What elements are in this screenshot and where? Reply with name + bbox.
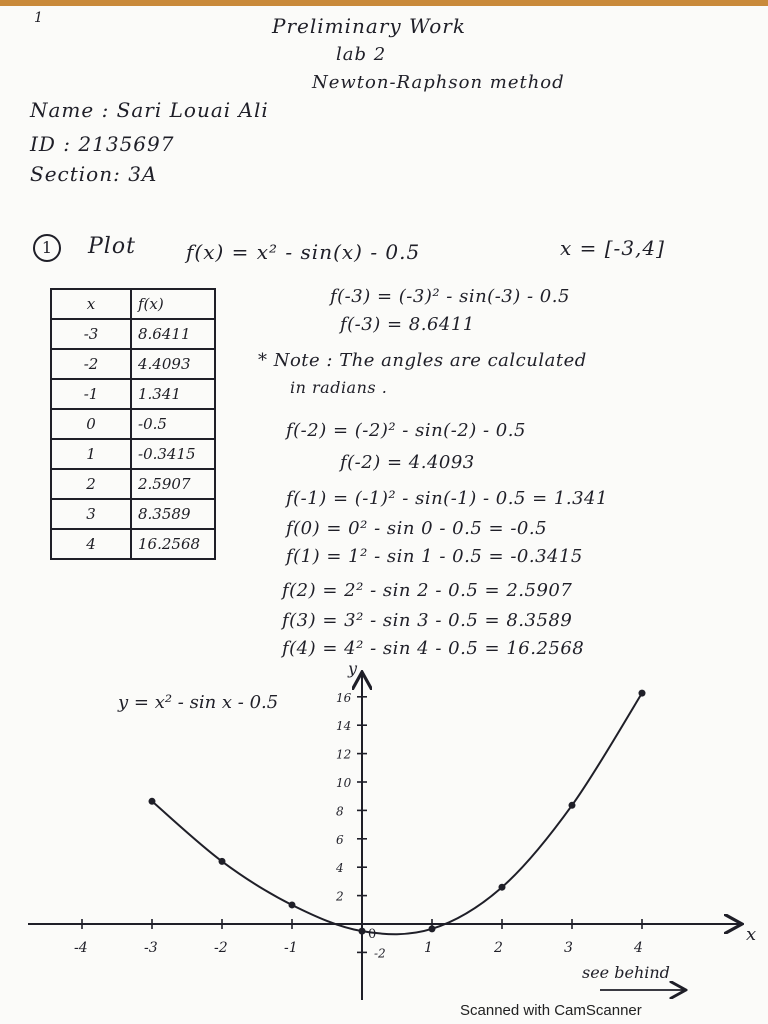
work-line: f(-3) = (-3)² - sin(-3) - 0.5 [330,286,570,307]
table-cell-x: -1 [51,379,131,409]
title-line-1: Preliminary Work [272,14,466,38]
y-tick-label: 14 [336,719,352,734]
work-line: in radians . [290,378,388,397]
x-tick-label: 4 [634,940,643,956]
table-row [51,379,215,409]
table-cell-fx: 2.5907 [131,469,215,499]
work-line: f(-3) = 8.6411 [340,314,475,335]
data-point [359,928,366,935]
y-tick-label: 12 [336,747,352,762]
y-axis-label: y [348,660,358,678]
y-tick-label: 6 [336,832,344,847]
work-line: f(-1) = (-1)² - sin(-1) - 0.5 = 1.341 [286,488,608,509]
task-plot: Plot [88,234,136,259]
table-row [51,439,215,469]
data-point [639,690,646,697]
x-tick-label: 1 [424,940,433,956]
table-cell-x: 3 [51,499,131,529]
table-row [51,409,215,439]
x-tick-label: -1 [284,940,298,956]
table-cell-x: 1 [51,439,131,469]
work-line: f(0) = 0² - sin 0 - 0.5 = -0.5 [286,518,548,539]
task-number-text: 1 [41,238,53,257]
origin-label: 0 [368,927,377,942]
x-tick-label: -4 [74,940,88,956]
page-mark: 1 [34,10,43,26]
student-id: ID : 2135697 [30,132,175,156]
table-cell-fx: 4.4093 [131,349,215,379]
scan-edge [0,0,768,6]
task-range: x = [-3,4] [560,236,665,260]
scanner-watermark: Scanned with CamScanner [460,1002,642,1019]
title-line-3: Newton-Raphson method [312,72,565,93]
table-row [51,499,215,529]
chart-title: y = x² - sin x - 0.5 [118,692,279,713]
table-cell-x: 2 [51,469,131,499]
table-row [51,529,215,559]
task-function: f(x) = x² - sin(x) - 0.5 [186,240,421,264]
work-line: f(1) = 1² - sin 1 - 0.5 = -0.3415 [286,546,583,567]
work-line: f(3) = 3² - sin 3 - 0.5 = 8.3589 [282,610,573,631]
work-line: f(4) = 4² - sin 4 - 0.5 = 16.2568 [282,638,585,659]
table-cell-fx: 8.3589 [131,499,215,529]
values-table [50,288,216,560]
table-cell-x: -3 [51,319,131,349]
student-section: Section: 3A [30,162,158,186]
see-behind-note: see behind [582,963,670,982]
work-line: f(-2) = (-2)² - sin(-2) - 0.5 [286,420,526,441]
x-axis-label: x [746,924,757,945]
work-line: f(2) = 2² - sin 2 - 0.5 = 2.5907 [282,580,573,601]
y-tick-label: 10 [336,776,352,790]
x-tick-label: 3 [564,940,573,956]
table-cell-x: 4 [51,529,131,559]
table-row [51,319,215,349]
task-number [33,234,61,262]
data-point [499,884,506,891]
y-tick-label: 4 [336,861,344,876]
work-line: * Note : The angles are calculated [258,350,587,371]
data-point [149,798,156,805]
title-line-2: lab 2 [336,44,387,65]
y-tick-label: 16 [336,690,352,705]
y-tick-label: 8 [336,804,344,819]
y-tick-label: 2 [336,889,344,904]
student-name: Name : Sari Louai Ali [30,98,269,122]
data-point [219,858,226,865]
table-cell-fx: 8.6411 [131,319,215,349]
table-cell-x: 0 [51,409,131,439]
table-cell-fx: 1.341 [131,379,215,409]
data-point [289,901,296,908]
table-header-row [51,289,215,319]
x-tick-label: 2 [494,940,503,956]
table-header-x: x [51,289,131,319]
work-line: f(-2) = 4.4093 [340,452,475,473]
table-cell-fx: -0.5 [131,409,215,439]
data-point [429,925,436,932]
data-point [569,802,576,809]
table-cell-x: -2 [51,349,131,379]
function-curve [152,690,642,934]
x-tick-label: -2 [214,940,228,956]
table-cell-fx: -0.3415 [131,439,215,469]
function-graph [0,660,768,1010]
table-row [51,469,215,499]
table-cell-fx: 16.2568 [131,529,215,559]
x-tick-label: -3 [144,940,158,956]
table-row [51,349,215,379]
data-points [149,690,646,935]
table-header-fx: f(x) [131,289,215,319]
y-tick-label: -2 [374,946,386,961]
